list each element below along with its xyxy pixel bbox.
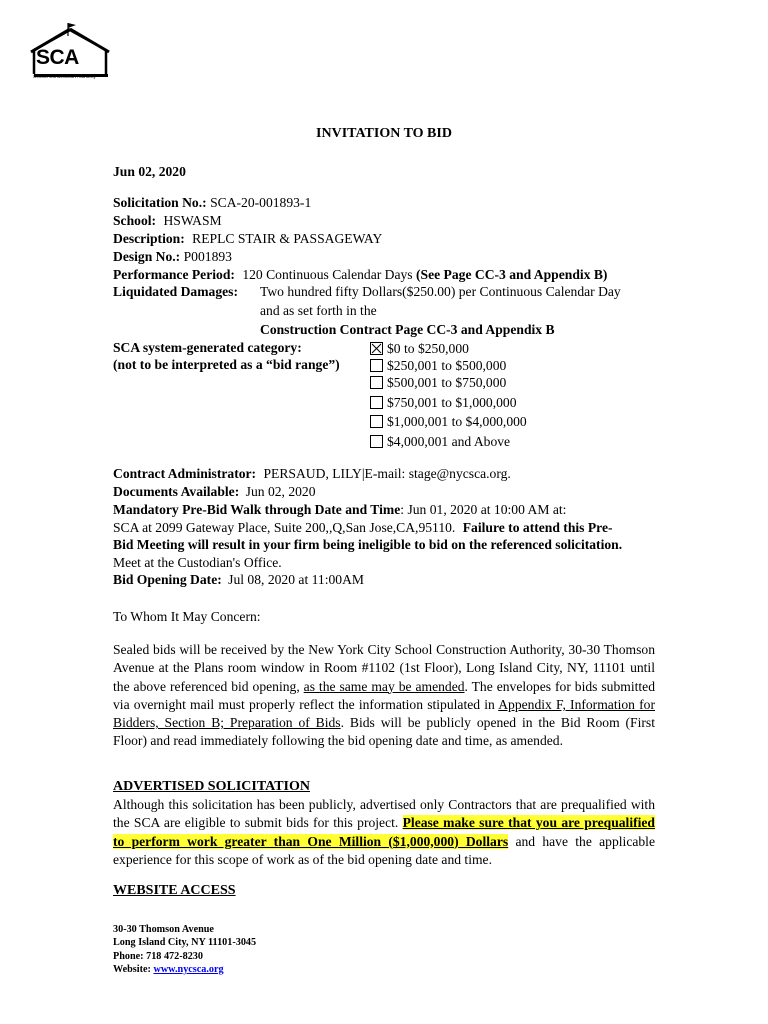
category-option-label: $4,000,001 and Above — [387, 434, 511, 449]
bid-opening-value: Jul 08, 2020 at 11:00AM — [228, 572, 364, 587]
sealed-bids-paragraph — [113, 641, 655, 751]
contract-admin-row — [113, 466, 511, 482]
meet-location: Meet at the Custodian's Office. — [113, 555, 282, 570]
prebid-address: SCA at 2099 Gateway Place, Suite 200,,Q,San Jose,CA,95110. — [113, 520, 456, 535]
advertised-solicitation-heading: ADVERTISED SOLICITATION — [113, 779, 310, 794]
document-title: INVITATION TO BID — [316, 126, 452, 141]
prebid-warning-1: Failure to attend this Pre- — [462, 520, 613, 535]
bid-opening-label: Bid Opening Date: — [113, 572, 222, 587]
prebid-warning-2: Bid Meeting will result in your firm being ineligible to bid on the referenced solicitation. — [113, 537, 623, 552]
category-label: SCA system-generated category: — [113, 340, 302, 355]
prebid-label: Mandatory Pre-Bid Walk through Date and Time — [113, 502, 401, 517]
category-option-label: $250,001 to $500,000 — [387, 358, 507, 373]
website-link[interactable]: www.nycsca.org — [153, 964, 224, 976]
website-label: Website: — [113, 964, 154, 976]
checkbox-icon[interactable] — [370, 415, 383, 428]
checkbox-icon[interactable] — [370, 359, 383, 372]
paragraph-text: . Bids will be publicly opened in the Bid Room (First Floor) and read immediately following the bid opening date and time, as amended. — [113, 715, 655, 749]
performance-label: Performance Period: — [113, 267, 235, 282]
documents-row — [113, 484, 316, 500]
category-option-label: $1,000,001 to $4,000,000 — [387, 414, 527, 429]
description-label: Description: — [113, 231, 185, 246]
logo-text: SCA — [36, 46, 79, 69]
paragraph-text: and have the applicable experience for this scope of work as of the bid opening date and time. — [113, 833, 655, 867]
bid-opening-row — [113, 572, 364, 588]
design-row — [113, 249, 232, 265]
documents-label: Documents Available: — [113, 484, 240, 499]
paragraph-text: . The envelopes for bids submitted via overnight mail must properly reflect the information stipulated in — [113, 678, 655, 712]
checkbox-icon[interactable] — [370, 435, 383, 448]
school-label: School: — [113, 213, 157, 228]
ld-line-2: and as set forth in the — [260, 303, 377, 318]
footer-line: 30-30 Thomson Avenue — [113, 924, 214, 935]
checkbox-checked-icon[interactable] — [370, 342, 383, 355]
contract-admin-value: PERSAUD, LILY|E-mail: stage@nycsca.org. — [263, 466, 511, 481]
design-value: P001893 — [183, 249, 232, 264]
design-label: Design No.: — [113, 249, 181, 264]
prebid-value: : Jun 01, 2020 at 10:00 AM at: — [400, 502, 567, 517]
website-access-heading: WEBSITE ACCESS — [113, 883, 236, 898]
category-option-label: $750,001 to $1,000,000 — [387, 395, 517, 410]
ld-label: Liquidated Damages: — [113, 284, 238, 299]
category-note: (not to be interpreted as a “bid range”) — [113, 357, 340, 372]
description-row — [113, 231, 382, 247]
paragraph-text: Although this solicitation has been publicly, advertised only Contractors that are prequalified with the SCA are eligible to submit bids for this project. — [113, 797, 655, 831]
category-option-label: $500,001 to $750,000 — [387, 375, 507, 390]
footer-website-row — [113, 963, 256, 976]
ld-line-1: Two hundred fifty Dollars($250.00) per Continuous Calendar Day — [260, 284, 621, 299]
logo-subtitle: School Construction Authority — [33, 75, 96, 80]
amended-text: as the same may be amended — [303, 678, 465, 694]
school-value: HSWASM — [163, 213, 222, 228]
appendix-f-reference: Appendix F, Information for Bidders, Section B; Preparation of Bids — [113, 696, 655, 731]
solicitation-label: Solicitation No.: — [113, 195, 207, 210]
advertised-solicitation-paragraph — [113, 796, 655, 869]
documents-value: Jun 02, 2020 — [245, 484, 316, 499]
solicitation-value: SCA-20-001893-1 — [210, 195, 312, 210]
description-value: REPLC STAIR & PASSAGEWAY — [192, 231, 383, 246]
solicitation-row — [113, 195, 311, 211]
prequalification-highlight: Please make sure that you are prequalified to perform work greater than One Million ($1,000,000) Dollars — [113, 815, 655, 849]
footer-address — [113, 923, 256, 977]
performance-note: (See Page CC-3 and Appendix B) — [416, 267, 608, 282]
paragraph-text: Sealed bids will be received by the New York City School Construction Authority, 30-30 Thomson Avenue at the Plans room window in Room #1102 (1st Floor), Long Island City, NY, 11101 until the above referenced bid opening, — [113, 642, 655, 694]
document-date: Jun 02, 2020 — [113, 164, 186, 179]
performance-row — [113, 267, 607, 283]
checkbox-icon[interactable] — [370, 376, 383, 389]
category-option-label: $0 to $250,000 — [387, 341, 469, 356]
performance-value: 120 Continuous Calendar Days — [242, 267, 413, 282]
school-row — [113, 213, 222, 229]
contract-admin-label: Contract Administrator: — [113, 466, 257, 481]
prebid-address-row — [113, 520, 613, 536]
ld-line-3: Construction Contract Page CC-3 and Appendix B — [260, 322, 555, 337]
salutation: To Whom It May Concern: — [113, 609, 261, 624]
prebid-row — [113, 502, 566, 518]
footer-line: Phone: 718 472-8230 — [113, 950, 203, 962]
checkbox-icon[interactable] — [370, 396, 383, 409]
footer-line: Long Island City, NY 11101-3045 — [113, 937, 257, 949]
